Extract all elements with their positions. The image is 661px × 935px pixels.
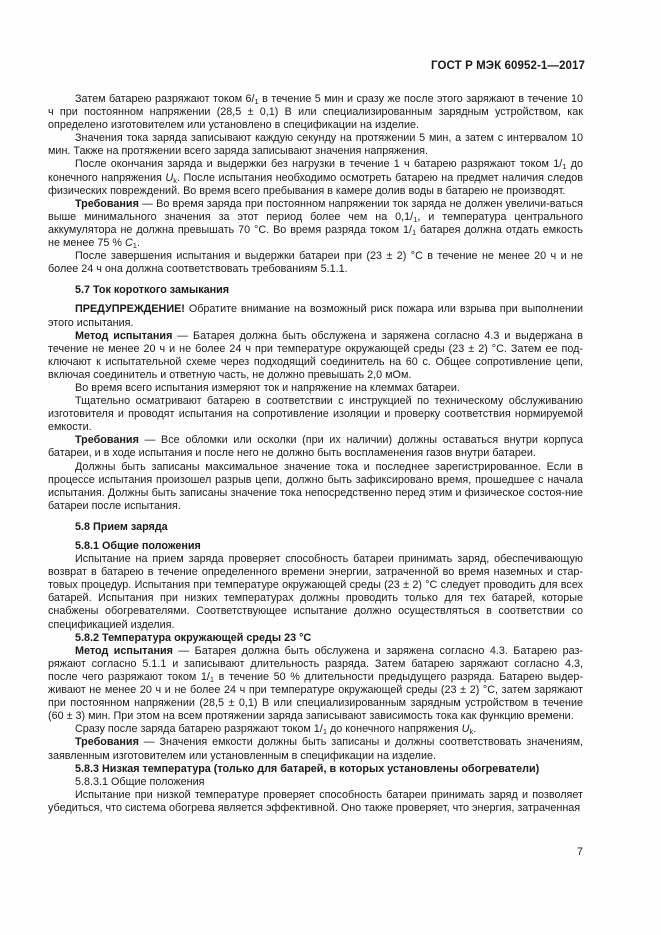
section-heading-5-8-2: 5.8.2 Температура окружающей среды 23 °С (75, 631, 312, 644)
document-header: ГОСТ Р МЭК 60952-1—2017 (431, 60, 585, 72)
section-heading-5-8-1: 5.8.1 Общие положения (75, 540, 201, 552)
paragraph-completion: После завершения испытания и выдержки батареи при (23 ± 2) °С в течение не менее 20 ч и не более 24 ч она должна соответствовать требованиям 5.1.1. (48, 250, 583, 276)
paragraph-current-recording: Значения тока заряда записывают каждую секунду на протяжении 5 мин, а затем с интервалом 10 мин. Также на протяжении всего заряда записывают значения напряжения. (48, 132, 583, 158)
paragraph-inspection: Тщательно осматривают батарею в соответствии с инструкцией по техническому обслуживанию изготовителя и проводят испытания на сопротивление изоляции и проверку соответствия нормируемой емкости. (48, 395, 583, 434)
paragraph-warning: ПРЕДУПРЕЖДЕНИЕ! Обратите внимание на возможный риск пожара или взрыва при выполнении этого испытания. (48, 303, 583, 329)
section-heading-5-8: 5.8 Прием заряда (75, 520, 168, 533)
page-body (48, 93, 583, 815)
page-number: 7 (577, 846, 584, 858)
paragraph-recording: Должны быть записаны максимальное значение тока и последнее зарегистрированное. Если в процессе испытания произошел разрыв цепи, должно быть зафиксировано время, прошедшее с начала испытания. Должны быть записаны значение тока непосредственно перед этим и физическое состоя-ние батареи после испытания. (48, 460, 583, 512)
paragraph-test-method-5-8-2: Метод испытания — Батарея должна быть обслужена и заряжена согласно 4.3. Батарею раз-ряжают согласно 5.1.1 и записывают длительность разряда. Затем батарею заряжают согласно 4.3, после чего разряжают током $1/_1$ в течение 50 % длительности предыдущего разряда. Батарею выдер-живают не менее 20 ч и не более 24 ч при температуре окружающей среды (23 ± 2) °С, затем заряжают при постоянном напряжении (28,5 ± 0,1) В или специализированным зарядным устройством в течение (60 ± 3) мин. При этом на всем протяжении заряда записывают зависимость тока как функцию времени. (48, 644, 583, 723)
paragraph-low-temperature: Испытание при низкой температуре проверяет способность батареи принимать заряд и позволяет убедиться, что система обогрева является эффективной. Оно также проверяет, что энергия, затраченная (48, 788, 583, 814)
section-heading-5-8-3: 5.8.3 Низкая температура (только для батарей, в которых установлены обогреватели) (75, 762, 540, 775)
paragraph-charge-acceptance: Испытание на прием заряда проверяет способность батареи принимать заряд, обеспечивающую возврат в батарею в течение определенного времени энергии, затраченной во время наземных и стар-товых процедур. Испытания при температуре окружающей среды (23 ± 2) °С следует проводить для всех батарей. Испытания при низких температурах должны проводить только для тех батарей, которые снабжены обогревателями. Соответствующее испытание должно осуществляться в соответствии со спецификацией изделия. (48, 553, 583, 631)
paragraph-test-method-5-7: Метод испытания — Батарея должна быть обслужена и заряжена согласно 4.3 и выдержана в течение не менее 20 ч и не более 24 ч при температуре окружающей среды (23 ± 2) °С. Затем ее под-ключают к испытательной схеме через подходящий соединитель на 60 с. Общее сопротивление цепи, включая соединитель и ответную часть, не должно превышать 2,0 мОм. (48, 329, 583, 381)
paragraph-discharge-charge: Затем батарею разряжают током $6/_1$ в течение 5 мин и сразу же после этого заряжают в течение 10 ч при постоянном напряжении (28,5 ± 0,1) В или специализированным зарядным устройством, как определено изготовителем или установлено в спецификации на изделие. (48, 93, 583, 132)
section-heading-5-8-3-1: 5.8.3.1 Общие положения (75, 775, 205, 788)
paragraph-requirements-1: Требования — Во время заряда при постоянном напряжении ток заряда не должен увеличи-ваться выше минимального значения за этот период более чем на $0,1/_1$, и температура центрального аккумулятора не должна превышать 70 °С. Во время разряда током $1/_1$ батарея должна отдать емкость не менее 75 % $C_1$. (48, 197, 583, 251)
paragraph-after-charge: После окончания заряда и выдержки без нагрузки в течение 1 ч батарею разряжают током $1/_1$ до конечного напряжения $U_k$. После испытания необходимо осмотреть батарею на предмет наличия следов физических повреждений. Во время всего пребывания в камере долив воды в батарею не производят. (48, 158, 583, 197)
section-heading-5-7: 5.7 Ток короткого замыкания (75, 284, 230, 297)
paragraph-measurement: Во время всего испытания измеряют ток и напряжение на клеммах батареи. (75, 381, 460, 394)
paragraph-requirements-5-7: Требования — Все обломки или осколки (при их наличии) должны оставаться внутри корпуса батареи, и в ходе испытания и после него не должно быть воспламенения газов внутри батареи. (48, 434, 583, 460)
paragraph-requirements-5-8-2: Требования — Значения емкости должны быть записаны и должны соответствовать значениям, заявленным изготовителем или установленным в спецификации на изделие. (48, 736, 583, 762)
paragraph-discharge-after-charge: Сразу после заряда батарею разряжают током $1/_1$ до конечного напряжения $U_k$. (75, 723, 477, 737)
